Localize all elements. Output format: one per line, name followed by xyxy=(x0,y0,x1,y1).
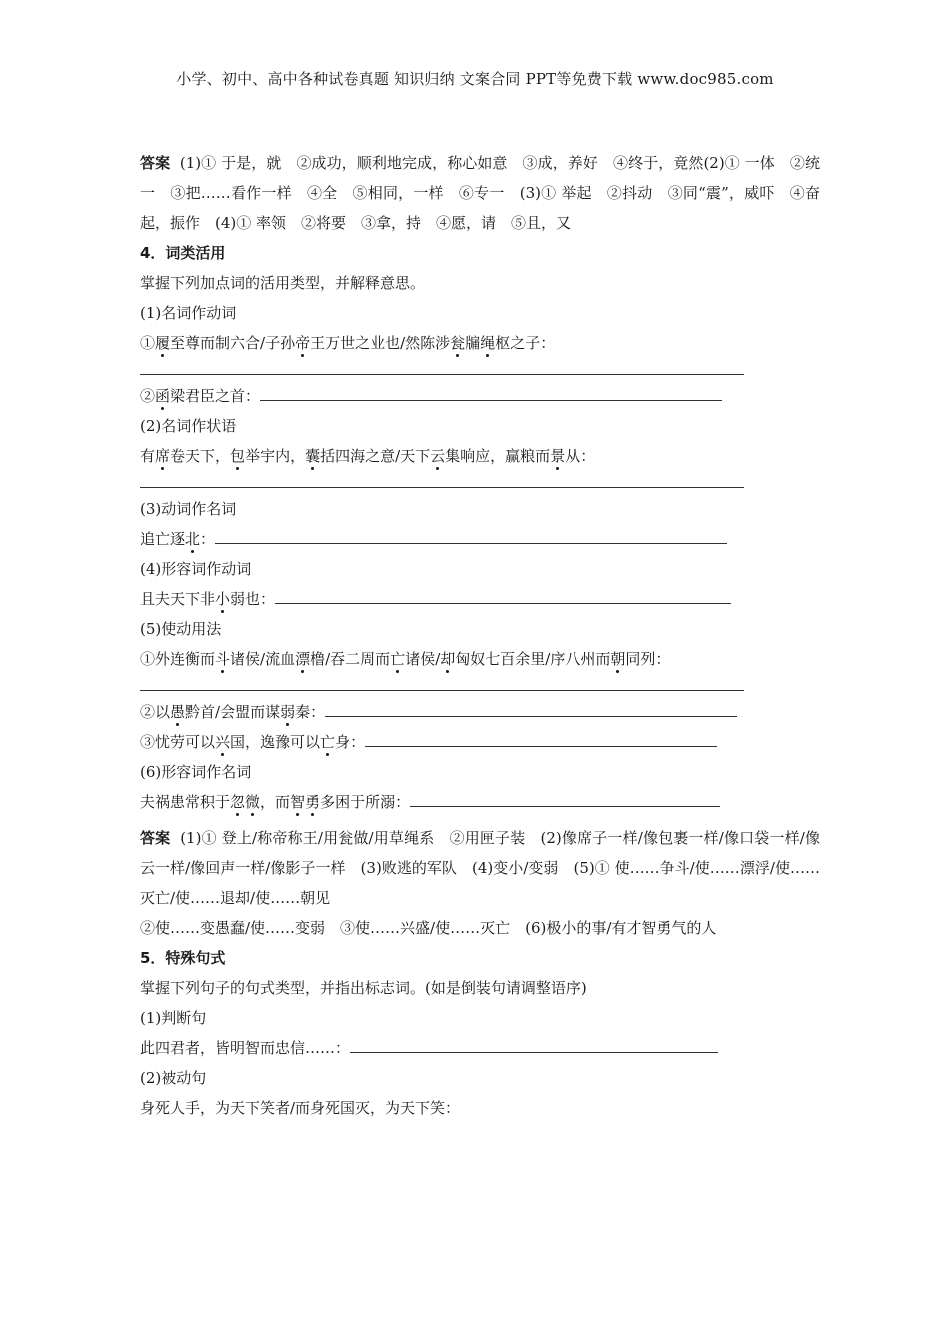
answer-label: 答案 xyxy=(140,154,171,172)
dotted-char: 北 xyxy=(185,530,201,548)
question-2: 有席卷天下，包举宇内，囊括四海之意/天下云集响应，赢粮而景从： xyxy=(140,447,596,465)
section-5-title: 5．特殊句式 xyxy=(140,949,226,967)
answer-blank[interactable] xyxy=(350,1034,718,1053)
subheading-causative: (5)使动用法 xyxy=(140,620,222,638)
answer-blank[interactable] xyxy=(275,585,731,604)
dotted-char: 囊 xyxy=(305,447,321,465)
dotted-char: 忽 xyxy=(230,793,246,811)
section-4-intro: 掌握下列加点词的活用类型，并解释意思。 xyxy=(140,274,426,292)
question-5-1: 此四君者，皆明智而忠信……： xyxy=(140,1033,820,1063)
question-5a: ①外连衡而斗诸侯/流血漂橹/吞二周而亡诸侯/却匈奴七百余里/序八州而朝同列： xyxy=(140,650,671,668)
dotted-char: 却 xyxy=(440,650,456,668)
dotted-char: 兴 xyxy=(215,733,231,751)
dotted-char: 微 xyxy=(245,793,261,811)
dotted-char: 包 xyxy=(230,447,246,465)
dotted-char: 斗 xyxy=(215,650,231,668)
subheading-passive: (2)被动句 xyxy=(140,1069,207,1087)
answer-line[interactable] xyxy=(140,358,744,375)
dotted-char: 景 xyxy=(550,447,566,465)
question-5-2: 身死人手，为天下笑者/而身死国灭，为天下笑： xyxy=(140,1099,461,1117)
answer-block-1 xyxy=(140,148,820,238)
section-5-intro: 掌握下列句子的句式类型，并指出标志词。(如是倒装句请调整语序) xyxy=(140,979,587,997)
dotted-char: 勇 xyxy=(305,793,321,811)
question-6: 夫祸患常积于忽微，而智勇多困于所溺： xyxy=(140,787,820,817)
dotted-char: 愚 xyxy=(170,703,186,721)
dotted-char: 帝 xyxy=(295,334,311,352)
answer-blank[interactable] xyxy=(215,525,727,544)
dotted-char: 小 xyxy=(215,590,231,608)
dotted-char: 函 xyxy=(155,387,171,405)
subheading-noun-as-adverbial: (2)名词作状语 xyxy=(140,417,237,435)
dotted-char: 弱 xyxy=(280,703,296,721)
answer-blank[interactable] xyxy=(410,788,720,807)
question-3: 追亡逐北： xyxy=(140,524,820,554)
subheading-adjective-as-noun: (6)形容词作名词 xyxy=(140,763,252,781)
answer-line[interactable] xyxy=(140,674,744,691)
question-1a: ①履至尊而制六合/子孙帝王万世之业也/然陈涉瓮牖绳枢之子： xyxy=(140,334,556,352)
dotted-char: 漂 xyxy=(295,650,311,668)
dotted-char: 亡 xyxy=(320,733,336,751)
dotted-char: 履 xyxy=(155,334,171,352)
answer-blank[interactable] xyxy=(325,698,737,717)
dotted-char: 云 xyxy=(430,447,446,465)
dotted-char: 绳 xyxy=(480,334,496,352)
subheading-adjective-as-verb: (4)形容词作动词 xyxy=(140,560,252,578)
question-1b: ②函梁君臣之首： xyxy=(140,381,820,411)
subheading-verb-as-noun: (3)动词作名词 xyxy=(140,500,237,518)
answer-block-2 xyxy=(140,823,820,913)
subheading-noun-as-verb: (1)名词作动词 xyxy=(140,304,237,322)
dotted-char: 亡 xyxy=(390,650,406,668)
dotted-char: 席 xyxy=(155,447,171,465)
page-header: 小学、初中、高中各种试卷真题 知识归纳 文案合同 PPT等免费下载 www.doc985.com xyxy=(176,70,774,88)
question-4: 且夫天下非小弱也： xyxy=(140,584,820,614)
question-5b: ②以愚黔首/会盟而谋弱秦： xyxy=(140,697,820,727)
subheading-judgment: (1)判断句 xyxy=(140,1009,207,1027)
answer-blank[interactable] xyxy=(260,382,722,401)
section-4-title: 4．词类活用 xyxy=(140,244,226,262)
dotted-char: 朝 xyxy=(610,650,626,668)
answer-text: (1)① 于是，就 ②成功，顺利地完成，称心如意 ③成，养好 ④终于，竟然(2)① 一体 ②统一 ③把……看作一样 ④全 ⑤相同，一样 ⑥专一 (3)① 举起 ②抖动 ③同“震”，威吓 ④奋起，振作 (4)① 率领 ②将要 ③拿，持 ④愿，请 ⑤且，又 xyxy=(140,154,820,232)
dotted-char: 瓮 xyxy=(450,334,466,352)
dotted-char: 智 xyxy=(290,793,306,811)
answer-label: 答案 xyxy=(140,829,171,847)
document-body xyxy=(140,148,820,1123)
answer-text: (1)① 登上/称帝称王/用瓮做/用草绳系 ②用匣子装 (2)像席子一样/像包裹一样/像口袋一样/像云一样/像回声一样/像影子一样 (3)败逃的军队 (4)变小/变弱 (5)① 使……争斗/使……漂浮/使……灭亡/使……退却/使……朝见 xyxy=(140,829,820,907)
answer-line[interactable] xyxy=(140,471,744,488)
answer-blank[interactable] xyxy=(365,728,717,747)
question-5c: ③忧劳可以兴国，逸豫可以亡身： xyxy=(140,727,820,757)
answer-text-continued: ②使……变愚蠢/使……变弱 ③使……兴盛/使……灭亡 (6)极小的事/有才智勇气的人 xyxy=(140,919,717,937)
